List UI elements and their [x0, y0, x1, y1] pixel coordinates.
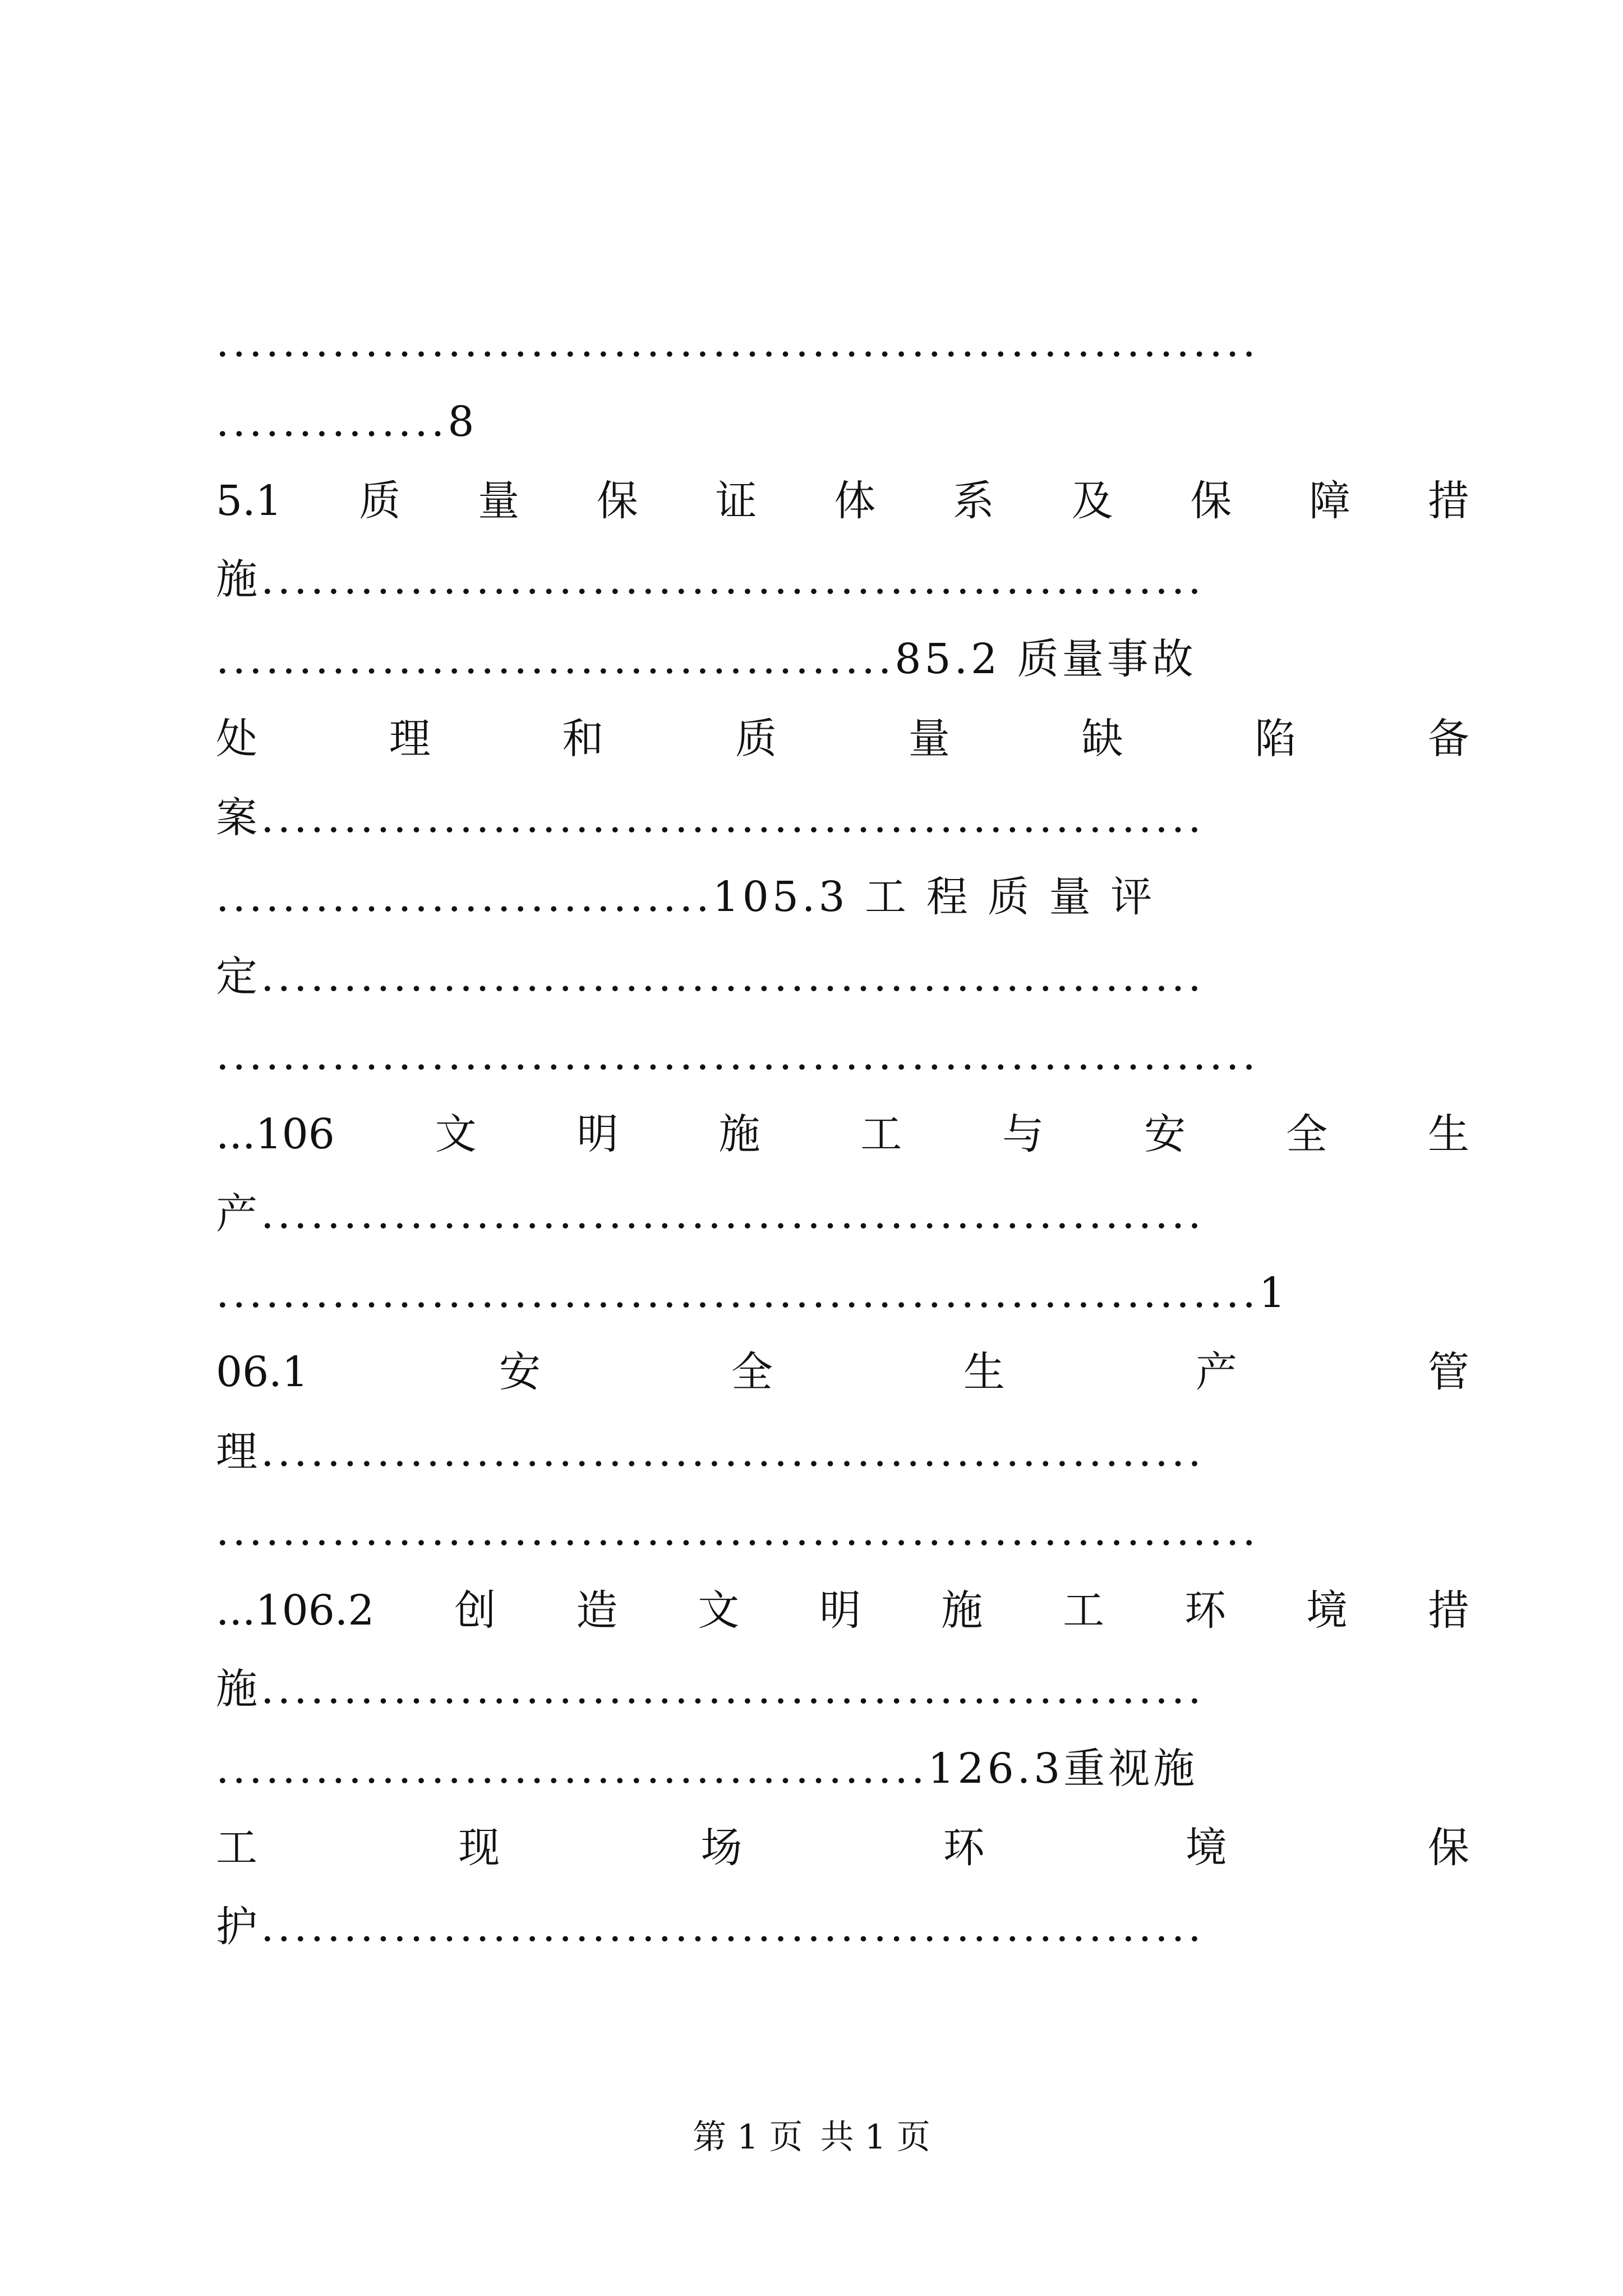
toc-line: [216, 708, 1469, 770]
toc-line-char: 安: [499, 1348, 541, 1396]
toc-line-char: 工: [1063, 1586, 1105, 1635]
page-total: 共 1 页: [820, 2118, 930, 2157]
toc-line: [216, 1341, 1469, 1403]
toc-line-char: 全: [731, 1348, 773, 1396]
toc-line: [216, 1103, 1469, 1165]
toc-line-char: 保: [596, 477, 638, 525]
toc-line-char: 质: [359, 477, 401, 525]
toc-line: 施.........................................................: [216, 555, 1205, 604]
toc-line-char: 体: [834, 477, 876, 525]
toc-line-char: 处: [216, 715, 257, 763]
toc-line-char: 和: [562, 715, 604, 763]
toc-line-char: 生: [1427, 1110, 1469, 1158]
toc-line-char: 境: [1185, 1824, 1227, 1872]
toc-line-char: 文: [698, 1586, 740, 1635]
toc-line: 案.........................................................: [216, 794, 1205, 842]
toc-line: 护.........................................................: [216, 1903, 1205, 1951]
toc-line-char: 施: [941, 1586, 983, 1635]
toc-line: ..............8: [216, 398, 478, 446]
toc-line-number: ...106: [216, 1110, 335, 1158]
toc-line: 理.........................................................: [216, 1428, 1205, 1476]
toc-line-char: 明: [577, 1110, 619, 1158]
toc-line-char: 系: [953, 477, 994, 525]
toc-line-char: 产: [1195, 1348, 1237, 1396]
toc-line-char: 现: [458, 1824, 500, 1872]
toc-line-char: 量: [478, 477, 520, 525]
page-footer: [0, 2115, 1623, 2160]
toc-line-char: 境: [1306, 1586, 1348, 1635]
toc-line-char: 环: [1184, 1586, 1227, 1635]
toc-line-char: 施: [718, 1110, 760, 1158]
toc-line-char: 缺: [1081, 715, 1123, 763]
toc-line-char: 备: [1427, 715, 1469, 763]
toc-line-char: 与: [1002, 1110, 1044, 1158]
toc-line-char: 量: [908, 715, 950, 763]
toc-line: 施.........................................................: [216, 1665, 1205, 1713]
toc-line: ...........................................126.3重视施: [216, 1745, 1198, 1793]
toc-line: ...............................................................: [216, 1031, 1259, 1079]
toc-line: ...............................................................: [216, 318, 1259, 366]
toc-line: ...............................................................: [216, 1507, 1259, 1555]
toc-line: 定.........................................................: [216, 953, 1205, 1001]
toc-line-char: 管: [1428, 1348, 1469, 1396]
page-number: 第 1 页: [693, 2118, 803, 2157]
toc-line: .........................................85.2 质量事故: [216, 635, 1197, 683]
toc-line-char: 障: [1309, 477, 1351, 525]
toc-line: 产.........................................................: [216, 1190, 1205, 1238]
toc-line-char: 理: [389, 715, 431, 763]
toc-line-char: 场: [700, 1824, 743, 1872]
toc-line: ...............................................................1: [216, 1269, 1289, 1317]
toc-line-char: 全: [1286, 1110, 1328, 1158]
toc-line-char: 生: [963, 1348, 1005, 1396]
toc-line-char: 工: [860, 1110, 902, 1158]
toc-line-char: 质: [735, 715, 777, 763]
toc-line-char: 措: [1427, 477, 1469, 525]
toc-line: [216, 1817, 1469, 1879]
toc-line: [216, 1580, 1469, 1641]
toc-line-char: 明: [819, 1586, 861, 1635]
toc-line-char: 措: [1428, 1586, 1469, 1635]
toc-line-char: 及: [1071, 477, 1113, 525]
toc-line-char: 证: [715, 477, 757, 525]
toc-line-number: 06.1: [216, 1348, 308, 1396]
toc-line-char: 保: [1190, 477, 1232, 525]
toc-line-char: 陷: [1255, 715, 1297, 763]
toc-line-char: 安: [1144, 1110, 1186, 1158]
toc-line-char: 工: [216, 1824, 257, 1872]
toc-line-number: 5.1: [216, 477, 282, 525]
toc-line-number: ...106.2: [216, 1586, 375, 1635]
toc-line-char: 创: [454, 1586, 496, 1635]
toc-line: ..............................105.3 工 程 质 量 评: [216, 873, 1156, 921]
toc-line-char: 保: [1427, 1824, 1469, 1872]
toc-line-char: 文: [435, 1110, 477, 1158]
toc-line-char: 环: [943, 1824, 985, 1872]
toc-line-char: 造: [576, 1586, 618, 1635]
toc-line: [216, 470, 1469, 532]
